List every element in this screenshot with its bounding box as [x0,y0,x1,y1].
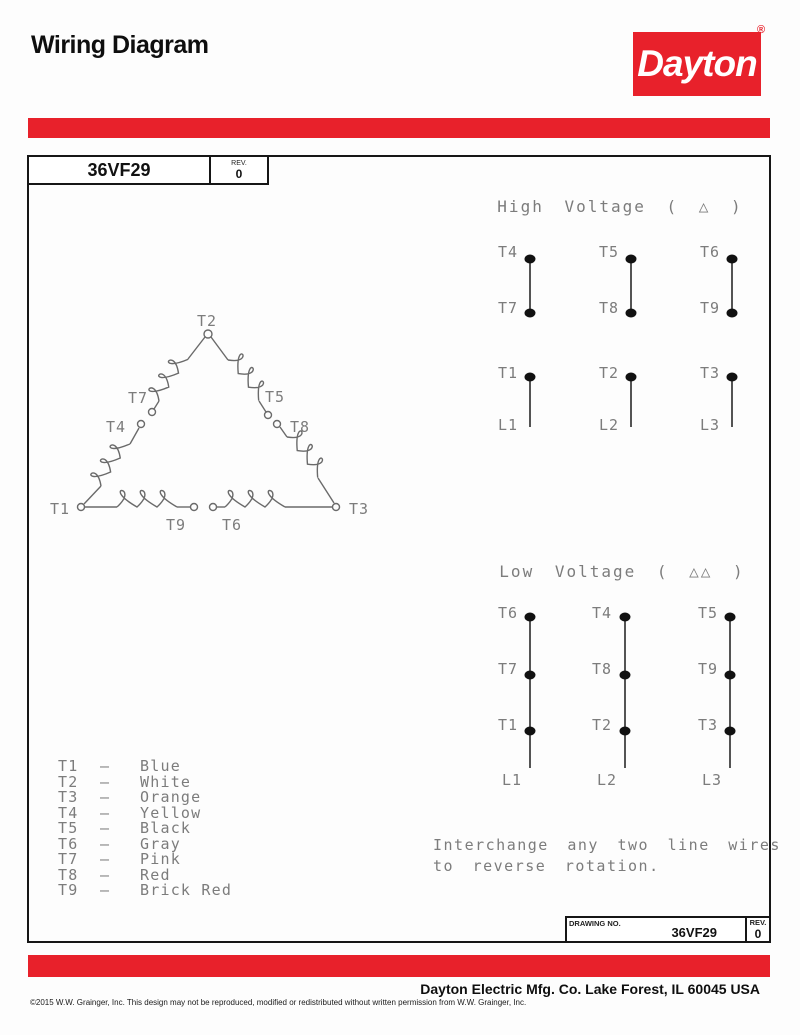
legend-dash: — [100,788,111,806]
legend-terminal: T2 [58,772,79,791]
lv-col2-mid-label: T8 [591,660,612,678]
legend-color: Red [140,865,171,884]
lv-col2-line-label: L2 [596,771,617,789]
legend-row [58,883,232,899]
hv-col1-mid-label: T7 [497,299,518,317]
hv-col2-line-label: L2 [598,416,619,434]
legend-color: Yellow [140,803,202,822]
legend-dash: — [100,803,111,822]
legend-terminal: T3 [58,788,79,806]
rotation-note-line1: Interchange any two line wires [433,836,781,854]
lv-col3-mid-label: T9 [697,660,718,678]
title-block-rev-label: REV. [749,918,767,928]
legend-dash: — [100,757,111,775]
lv-col1-top-label: T6 [497,604,518,622]
high-voltage-title: High Voltage ( △ ) [497,197,743,216]
legend-terminal: T8 [58,865,79,884]
delta-t9-label: T9 [166,516,187,534]
hv-col1-top-label: T4 [497,243,518,261]
lv-col3-lower-label: T3 [697,716,718,734]
page-title: Wiring Diagram [31,31,209,59]
hv-col3-lower-label: T3 [699,364,720,382]
lv-col1-mid-label: T7 [497,660,518,678]
legend-color: Blue [140,757,181,775]
delta-t8-label: T8 [290,418,311,436]
legend-dash: — [100,819,111,837]
hv-col2-top-label: T5 [598,243,619,261]
high-voltage-connections [530,259,732,427]
delta-t4-label: T4 [106,418,127,436]
legend-terminal: T1 [58,757,79,775]
legend-dash: — [100,834,111,853]
lv-col1-line-label: L1 [501,771,522,789]
drawing-number-value: 36VF29 [671,925,717,940]
legend-color: Pink [140,850,181,868]
delta-t3-label: T3 [349,500,370,518]
registered-trademark-icon: ® [757,24,766,36]
title-block [565,916,771,943]
legend-terminal: T4 [58,803,79,822]
wire-color-legend [58,759,232,899]
revision-label: REV. [231,160,247,167]
legend-terminal: T9 [58,881,79,899]
delta-t6-label: T6 [222,516,243,534]
footer-copyright: ©2015 W.W. Grainger, Inc. This design may not be reproduced, modified or redistributed without written permission from W.W. Grainger, Inc. [30,998,527,1007]
delta-t2-label: T2 [197,312,218,330]
hv-col3-line-label: L3 [699,416,720,434]
bottom-red-divider [28,955,770,977]
lv-col1-lower-label: T1 [497,716,518,734]
drawing-number-label: DRAWING NO. [569,919,621,928]
legend-color: Brick Red [140,881,233,899]
lv-col3-top-label: T5 [697,604,718,622]
lv-col2-top-label: T4 [591,604,612,622]
low-voltage-title: Low Voltage ( △△ ) [499,562,745,581]
lv-col3-line-label: L3 [701,771,722,789]
title-block-rev-value: 0 [754,926,762,941]
delta-t1-label: T1 [50,500,71,518]
revision-value: 0 [235,167,243,181]
legend-color: Orange [140,788,202,806]
legend-color: Gray [140,834,181,853]
drawing-number-cell [567,918,745,941]
title-block-revision-cell [745,918,769,941]
delta-t5-label: T5 [265,388,286,406]
legend-terminal: T5 [58,819,79,837]
rotation-note-line2: to reverse rotation. [433,857,660,875]
part-number: 36VF29 [87,159,151,180]
hv-col3-mid-label: T9 [699,299,720,317]
legend-terminal: T7 [58,850,79,868]
legend-terminal: T6 [58,834,79,853]
lv-col2-lower-label: T2 [591,716,612,734]
footer-company-address: Dayton Electric Mfg. Co. Lake Forest, IL 60045 USA [420,981,760,997]
hv-col2-mid-label: T8 [598,299,619,317]
hv-col1-lower-label: T1 [497,364,518,382]
legend-color: White [140,772,192,791]
low-voltage-connections [530,617,730,768]
legend-dash: — [100,865,111,884]
legend-dash: — [100,881,111,899]
legend-dash: — [100,772,111,791]
delta-t7-label: T7 [128,389,149,407]
legend-color: Black [140,819,192,837]
hv-col2-lower-label: T2 [598,364,619,382]
legend-dash: — [100,850,111,868]
hv-col3-top-label: T6 [699,243,720,261]
hv-col1-line-label: L1 [497,416,518,434]
dayton-logo-text: Dayton [637,43,757,84]
